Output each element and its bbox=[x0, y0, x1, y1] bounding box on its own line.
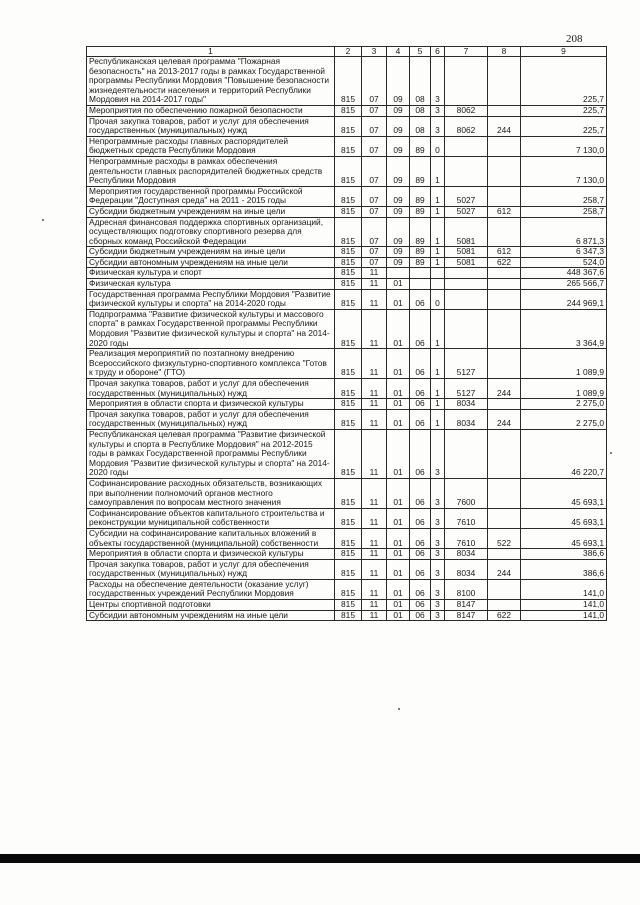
code-cell bbox=[431, 268, 445, 279]
code-cell: 3 bbox=[431, 559, 445, 579]
scan-dot bbox=[398, 708, 400, 710]
code-cell: 3 bbox=[431, 429, 445, 478]
code-cell: 3 bbox=[431, 478, 445, 508]
code-cell: 8034 bbox=[445, 549, 488, 560]
row-name-cell: Расходы на обеспечение деятельности (оказание услуг) государственных учреждений Республики Мордовия bbox=[87, 579, 335, 599]
code-cell: 815 bbox=[335, 186, 362, 206]
code-cell: 8147 bbox=[445, 600, 488, 611]
code-cell: 815 bbox=[335, 349, 362, 379]
code-cell: 89 bbox=[410, 156, 431, 186]
column-header: 5 bbox=[410, 47, 431, 57]
amount-cell: 524,0 bbox=[521, 257, 607, 268]
code-cell bbox=[488, 309, 521, 348]
code-cell: 1 bbox=[431, 309, 445, 348]
row-name-cell: Непрограммные расходы главных распорядителей бюджетных средств Республики Мордовия bbox=[87, 136, 335, 156]
column-header: 1 bbox=[87, 47, 335, 57]
table-row bbox=[87, 610, 607, 621]
code-cell: 89 bbox=[410, 136, 431, 156]
amount-cell: 141,0 bbox=[521, 610, 607, 621]
code-cell: 01 bbox=[387, 429, 410, 478]
code-cell: 8147 bbox=[445, 610, 488, 621]
column-header: 7 bbox=[445, 47, 488, 57]
table-row bbox=[87, 559, 607, 579]
code-cell: 3 bbox=[431, 508, 445, 528]
code-cell: 09 bbox=[387, 105, 410, 116]
code-cell: 08 bbox=[410, 57, 431, 106]
code-cell: 06 bbox=[410, 549, 431, 560]
code-cell: 11 bbox=[362, 429, 387, 478]
code-cell: 815 bbox=[335, 429, 362, 478]
code-cell: 07 bbox=[362, 116, 387, 136]
code-cell bbox=[445, 156, 488, 186]
table-row bbox=[87, 549, 607, 560]
amount-cell: 1 089,9 bbox=[521, 349, 607, 379]
row-name-cell: Подпрограмма "Развитие физической культуры и массового спорта" в рамках Государственной программы Республики Мордовия "Развитие физической культуры и спорта" на 2014-2020 годы bbox=[87, 309, 335, 348]
code-cell bbox=[488, 549, 521, 560]
amount-cell: 3 364,9 bbox=[521, 309, 607, 348]
row-name-cell: Субсидии бюджетным учреждениям на иные цели bbox=[87, 206, 335, 217]
code-cell: 815 bbox=[335, 600, 362, 611]
code-cell bbox=[410, 268, 431, 279]
code-cell: 3 bbox=[431, 57, 445, 106]
table-row bbox=[87, 105, 607, 116]
code-cell: 11 bbox=[362, 478, 387, 508]
code-cell bbox=[488, 579, 521, 599]
column-header: 3 bbox=[362, 47, 387, 57]
code-cell: 11 bbox=[362, 549, 387, 560]
code-cell: 11 bbox=[362, 279, 387, 290]
row-name-cell: Софинансирование расходных обязательств, возникающих при выполнении полномочий органов местного самоуправления по вопросам местного значения bbox=[87, 478, 335, 508]
code-cell: 3 bbox=[431, 610, 445, 621]
row-name-cell: Государственная программа Республики Мордовия "Развитие физической культуры и спорта" на 2014-2020 годы bbox=[87, 289, 335, 309]
row-name-cell: Мероприятия государственной программы Российской Федерации "Доступная среда" на 2011 - 2015 годы bbox=[87, 186, 335, 206]
code-cell: 01 bbox=[387, 279, 410, 290]
code-cell: 09 bbox=[387, 247, 410, 258]
code-cell: 06 bbox=[410, 399, 431, 410]
code-cell: 09 bbox=[387, 257, 410, 268]
code-cell bbox=[488, 186, 521, 206]
code-cell: 06 bbox=[410, 508, 431, 528]
code-cell: 09 bbox=[387, 136, 410, 156]
code-cell: 815 bbox=[335, 116, 362, 136]
table-body bbox=[87, 57, 607, 621]
row-name-cell: Мероприятия по обеспечению пожарной безопасности bbox=[87, 105, 335, 116]
code-cell: 815 bbox=[335, 379, 362, 399]
code-cell: 612 bbox=[488, 247, 521, 258]
code-cell: 3 bbox=[431, 528, 445, 548]
code-cell: 06 bbox=[410, 409, 431, 429]
table-row bbox=[87, 257, 607, 268]
code-cell: 07 bbox=[362, 156, 387, 186]
table-row bbox=[87, 579, 607, 599]
amount-cell: 2 275,0 bbox=[521, 409, 607, 429]
table-row bbox=[87, 186, 607, 206]
amount-cell: 244 969,1 bbox=[521, 289, 607, 309]
code-cell: 5027 bbox=[445, 206, 488, 217]
code-cell: 07 bbox=[362, 206, 387, 217]
code-cell bbox=[445, 289, 488, 309]
row-name-cell: Прочая закупка товаров, работ и услуг для обеспечения государственных (муниципальных) нужд bbox=[87, 116, 335, 136]
code-cell: 815 bbox=[335, 105, 362, 116]
code-cell: 3 bbox=[431, 579, 445, 599]
scan-dot bbox=[42, 219, 44, 221]
code-cell: 06 bbox=[410, 309, 431, 348]
code-cell: 11 bbox=[362, 309, 387, 348]
amount-cell: 46 220,7 bbox=[521, 429, 607, 478]
amount-cell: 386,6 bbox=[521, 559, 607, 579]
code-cell: 815 bbox=[335, 257, 362, 268]
code-cell: 07 bbox=[362, 217, 387, 247]
row-name-cell: Прочая закупка товаров, работ и услуг для обеспечения государственных (муниципальных) нужд bbox=[87, 559, 335, 579]
amount-cell: 141,0 bbox=[521, 579, 607, 599]
code-cell: 11 bbox=[362, 268, 387, 279]
row-name-cell: Республиканская целевая программа "Развитие физической культуры и спорта в Республике Мордовия" на 2012-2015 годы в рамках Государственной программы Республики Мордовия "Развитие физической культуры и спорта" на 2014-2020 годы bbox=[87, 429, 335, 478]
amount-cell: 258,7 bbox=[521, 206, 607, 217]
code-cell: 7600 bbox=[445, 478, 488, 508]
code-cell: 5081 bbox=[445, 217, 488, 247]
code-cell: 1 bbox=[431, 156, 445, 186]
code-cell: 815 bbox=[335, 57, 362, 106]
code-cell bbox=[445, 429, 488, 478]
amount-cell: 225,7 bbox=[521, 105, 607, 116]
row-name-cell: Прочая закупка товаров, работ и услуг для обеспечения государственных (муниципальных) нужд bbox=[87, 409, 335, 429]
amount-cell: 7 130,0 bbox=[521, 136, 607, 156]
row-name-cell: Реализация мероприятий по поэтапному внедрению Всероссийского физкультурно-спортивного комплекса "Готов к труду и обороне" (ГТО) bbox=[87, 349, 335, 379]
table-row bbox=[87, 379, 607, 399]
code-cell: 622 bbox=[488, 610, 521, 621]
table-row bbox=[87, 279, 607, 290]
code-cell bbox=[488, 217, 521, 247]
code-cell: 815 bbox=[335, 206, 362, 217]
code-cell: 815 bbox=[335, 217, 362, 247]
code-cell: 01 bbox=[387, 579, 410, 599]
code-cell: 89 bbox=[410, 247, 431, 258]
row-name-cell: Мероприятия в области спорта и физической культуры bbox=[87, 399, 335, 410]
code-cell: 815 bbox=[335, 156, 362, 186]
code-cell: 8062 bbox=[445, 105, 488, 116]
code-cell: 06 bbox=[410, 379, 431, 399]
code-cell: 07 bbox=[362, 247, 387, 258]
scan-bottom-bar bbox=[0, 854, 640, 863]
amount-cell: 45 693,1 bbox=[521, 528, 607, 548]
code-cell: 08 bbox=[410, 116, 431, 136]
table-row bbox=[87, 508, 607, 528]
code-cell: 815 bbox=[335, 478, 362, 508]
code-cell: 06 bbox=[410, 429, 431, 478]
code-cell: 09 bbox=[387, 186, 410, 206]
code-cell: 06 bbox=[410, 528, 431, 548]
amount-cell: 6 347,3 bbox=[521, 247, 607, 258]
code-cell: 244 bbox=[488, 116, 521, 136]
code-cell: 11 bbox=[362, 559, 387, 579]
code-cell: 89 bbox=[410, 257, 431, 268]
code-cell: 815 bbox=[335, 247, 362, 258]
code-cell: 01 bbox=[387, 528, 410, 548]
code-cell: 89 bbox=[410, 186, 431, 206]
code-cell: 3 bbox=[431, 600, 445, 611]
code-cell bbox=[488, 399, 521, 410]
column-header-row bbox=[87, 47, 607, 57]
code-cell: 01 bbox=[387, 379, 410, 399]
code-cell: 06 bbox=[410, 289, 431, 309]
code-cell: 0 bbox=[431, 136, 445, 156]
amount-cell: 6 871,3 bbox=[521, 217, 607, 247]
code-cell: 815 bbox=[335, 508, 362, 528]
code-cell: 11 bbox=[362, 610, 387, 621]
code-cell: 5127 bbox=[445, 379, 488, 399]
code-cell: 09 bbox=[387, 206, 410, 217]
code-cell: 815 bbox=[335, 399, 362, 410]
code-cell: 09 bbox=[387, 217, 410, 247]
code-cell: 8034 bbox=[445, 559, 488, 579]
code-cell bbox=[488, 136, 521, 156]
table-row bbox=[87, 116, 607, 136]
amount-cell: 225,7 bbox=[521, 116, 607, 136]
code-cell bbox=[410, 279, 431, 290]
table-row bbox=[87, 349, 607, 379]
code-cell: 815 bbox=[335, 610, 362, 621]
code-cell: 11 bbox=[362, 528, 387, 548]
row-name-cell: Софинансирование объектов капитального строительства и реконструкции муниципальной собственности bbox=[87, 508, 335, 528]
row-name-cell: Прочая закупка товаров, работ и услуг для обеспечения государственных (муниципальных) нужд bbox=[87, 379, 335, 399]
code-cell: 06 bbox=[410, 478, 431, 508]
code-cell: 08 bbox=[410, 105, 431, 116]
code-cell: 815 bbox=[335, 528, 362, 548]
table-row bbox=[87, 429, 607, 478]
code-cell: 815 bbox=[335, 309, 362, 348]
table-row bbox=[87, 136, 607, 156]
code-cell: 3 bbox=[431, 116, 445, 136]
code-cell: 244 bbox=[488, 409, 521, 429]
code-cell: 11 bbox=[362, 349, 387, 379]
code-cell: 5081 bbox=[445, 247, 488, 258]
code-cell: 5081 bbox=[445, 257, 488, 268]
code-cell: 1 bbox=[431, 186, 445, 206]
row-name-cell: Центры спортивной подготовки bbox=[87, 600, 335, 611]
code-cell: 11 bbox=[362, 600, 387, 611]
table-row bbox=[87, 478, 607, 508]
amount-cell: 258,7 bbox=[521, 186, 607, 206]
column-header: 4 bbox=[387, 47, 410, 57]
code-cell bbox=[431, 279, 445, 290]
code-cell: 8100 bbox=[445, 579, 488, 599]
code-cell: 07 bbox=[362, 105, 387, 116]
page-number: 208 bbox=[566, 33, 583, 45]
code-cell: 1 bbox=[431, 206, 445, 217]
code-cell: 06 bbox=[410, 349, 431, 379]
table-row bbox=[87, 600, 607, 611]
code-cell: 612 bbox=[488, 206, 521, 217]
column-header: 8 bbox=[488, 47, 521, 57]
row-name-cell: Физическая культура и спорт bbox=[87, 268, 335, 279]
code-cell: 06 bbox=[410, 610, 431, 621]
table-row bbox=[87, 57, 607, 106]
code-cell: 8034 bbox=[445, 399, 488, 410]
code-cell: 815 bbox=[335, 549, 362, 560]
code-cell: 06 bbox=[410, 600, 431, 611]
code-cell: 815 bbox=[335, 268, 362, 279]
code-cell: 01 bbox=[387, 399, 410, 410]
code-cell bbox=[488, 105, 521, 116]
code-cell: 01 bbox=[387, 508, 410, 528]
amount-cell: 2 275,0 bbox=[521, 399, 607, 410]
row-name-cell: Республиканская целевая программа "Пожарная безопасность" на 2013-2017 годы в рамках Государственной программы Республики Мордовия "Повышение безопасности жизнедеятельности населения и территорий Республики Мордовия на 2014-2017 годы" bbox=[87, 57, 335, 106]
table-row bbox=[87, 247, 607, 258]
code-cell: 09 bbox=[387, 116, 410, 136]
code-cell: 01 bbox=[387, 478, 410, 508]
code-cell: 815 bbox=[335, 579, 362, 599]
code-cell: 01 bbox=[387, 610, 410, 621]
code-cell bbox=[488, 268, 521, 279]
code-cell: 06 bbox=[410, 579, 431, 599]
row-name-cell: Субсидии автономным учреждениям на иные цели bbox=[87, 257, 335, 268]
code-cell: 1 bbox=[431, 399, 445, 410]
code-cell: 244 bbox=[488, 559, 521, 579]
table-row bbox=[87, 156, 607, 186]
column-header: 6 bbox=[431, 47, 445, 57]
code-cell bbox=[488, 349, 521, 379]
code-cell: 1 bbox=[431, 217, 445, 247]
code-cell: 09 bbox=[387, 57, 410, 106]
code-cell bbox=[488, 279, 521, 290]
code-cell: 11 bbox=[362, 289, 387, 309]
amount-cell: 45 693,1 bbox=[521, 508, 607, 528]
code-cell: 07 bbox=[362, 57, 387, 106]
code-cell: 8062 bbox=[445, 116, 488, 136]
code-cell bbox=[488, 289, 521, 309]
code-cell: 07 bbox=[362, 136, 387, 156]
code-cell: 01 bbox=[387, 600, 410, 611]
code-cell: 8034 bbox=[445, 409, 488, 429]
code-cell bbox=[445, 136, 488, 156]
table-row bbox=[87, 409, 607, 429]
code-cell: 07 bbox=[362, 186, 387, 206]
code-cell: 5027 bbox=[445, 186, 488, 206]
table-row bbox=[87, 399, 607, 410]
code-cell: 1 bbox=[431, 349, 445, 379]
amount-cell: 448 367,6 bbox=[521, 268, 607, 279]
row-name-cell: Субсидии на софинансирование капитальных вложений в объекты государственной (муниципальной) собственности bbox=[87, 528, 335, 548]
row-name-cell: Адресная финансовая поддержка спортивных организаций, осуществляющих подготовку спортивного резерва для сборных команд Российской Федерации bbox=[87, 217, 335, 247]
amount-cell: 386,6 bbox=[521, 549, 607, 560]
code-cell: 89 bbox=[410, 217, 431, 247]
table-row bbox=[87, 528, 607, 548]
table-row bbox=[87, 206, 607, 217]
code-cell: 1 bbox=[431, 409, 445, 429]
code-cell bbox=[445, 309, 488, 348]
code-cell: 815 bbox=[335, 289, 362, 309]
code-cell: 1 bbox=[431, 257, 445, 268]
code-cell: 622 bbox=[488, 257, 521, 268]
code-cell: 89 bbox=[410, 206, 431, 217]
row-name-cell: Субсидии автономным учреждениям на иные цели bbox=[87, 610, 335, 621]
code-cell bbox=[445, 57, 488, 106]
code-cell: 01 bbox=[387, 549, 410, 560]
column-header: 9 bbox=[521, 47, 607, 57]
code-cell bbox=[445, 268, 488, 279]
code-cell: 01 bbox=[387, 289, 410, 309]
code-cell bbox=[488, 478, 521, 508]
code-cell: 01 bbox=[387, 349, 410, 379]
table-row bbox=[87, 268, 607, 279]
code-cell: 11 bbox=[362, 409, 387, 429]
code-cell: 815 bbox=[335, 136, 362, 156]
code-cell: 07 bbox=[362, 257, 387, 268]
code-cell: 01 bbox=[387, 309, 410, 348]
table-row bbox=[87, 217, 607, 247]
row-name-cell: Субсидии бюджетным учреждениям на иные цели bbox=[87, 247, 335, 258]
code-cell: 244 bbox=[488, 379, 521, 399]
code-cell: 815 bbox=[335, 559, 362, 579]
code-cell: 815 bbox=[335, 409, 362, 429]
code-cell: 3 bbox=[431, 549, 445, 560]
column-header: 2 bbox=[335, 47, 362, 57]
code-cell: 11 bbox=[362, 379, 387, 399]
code-cell: 01 bbox=[387, 409, 410, 429]
code-cell bbox=[488, 156, 521, 186]
amount-cell: 45 693,1 bbox=[521, 478, 607, 508]
code-cell: 1 bbox=[431, 379, 445, 399]
code-cell: 1 bbox=[431, 247, 445, 258]
code-cell bbox=[387, 268, 410, 279]
code-cell: 5127 bbox=[445, 349, 488, 379]
budget-table bbox=[86, 46, 607, 621]
table-row bbox=[87, 309, 607, 348]
amount-cell: 7 130,0 bbox=[521, 156, 607, 186]
code-cell: 11 bbox=[362, 508, 387, 528]
code-cell bbox=[488, 600, 521, 611]
amount-cell: 225,7 bbox=[521, 57, 607, 106]
amount-cell: 1 089,9 bbox=[521, 379, 607, 399]
code-cell: 0 bbox=[431, 289, 445, 309]
scan-dot bbox=[610, 452, 612, 454]
code-cell: 3 bbox=[431, 105, 445, 116]
code-cell bbox=[488, 57, 521, 106]
row-name-cell: Мероприятия в области спорта и физической культуры bbox=[87, 549, 335, 560]
code-cell: 06 bbox=[410, 559, 431, 579]
code-cell: 7610 bbox=[445, 508, 488, 528]
code-cell: 7610 bbox=[445, 528, 488, 548]
code-cell: 11 bbox=[362, 399, 387, 410]
code-cell: 01 bbox=[387, 559, 410, 579]
row-name-cell: Физическая культура bbox=[87, 279, 335, 290]
code-cell bbox=[445, 279, 488, 290]
code-cell: 09 bbox=[387, 156, 410, 186]
code-cell bbox=[488, 508, 521, 528]
code-cell: 815 bbox=[335, 279, 362, 290]
code-cell bbox=[488, 429, 521, 478]
row-name-cell: Непрограммные расходы в рамках обеспечения деятельности главных распорядителей бюджетных средств Республики Мордовия bbox=[87, 156, 335, 186]
amount-cell: 141,0 bbox=[521, 600, 607, 611]
table-row bbox=[87, 289, 607, 309]
code-cell: 11 bbox=[362, 579, 387, 599]
amount-cell: 265 566,7 bbox=[521, 279, 607, 290]
code-cell: 522 bbox=[488, 528, 521, 548]
